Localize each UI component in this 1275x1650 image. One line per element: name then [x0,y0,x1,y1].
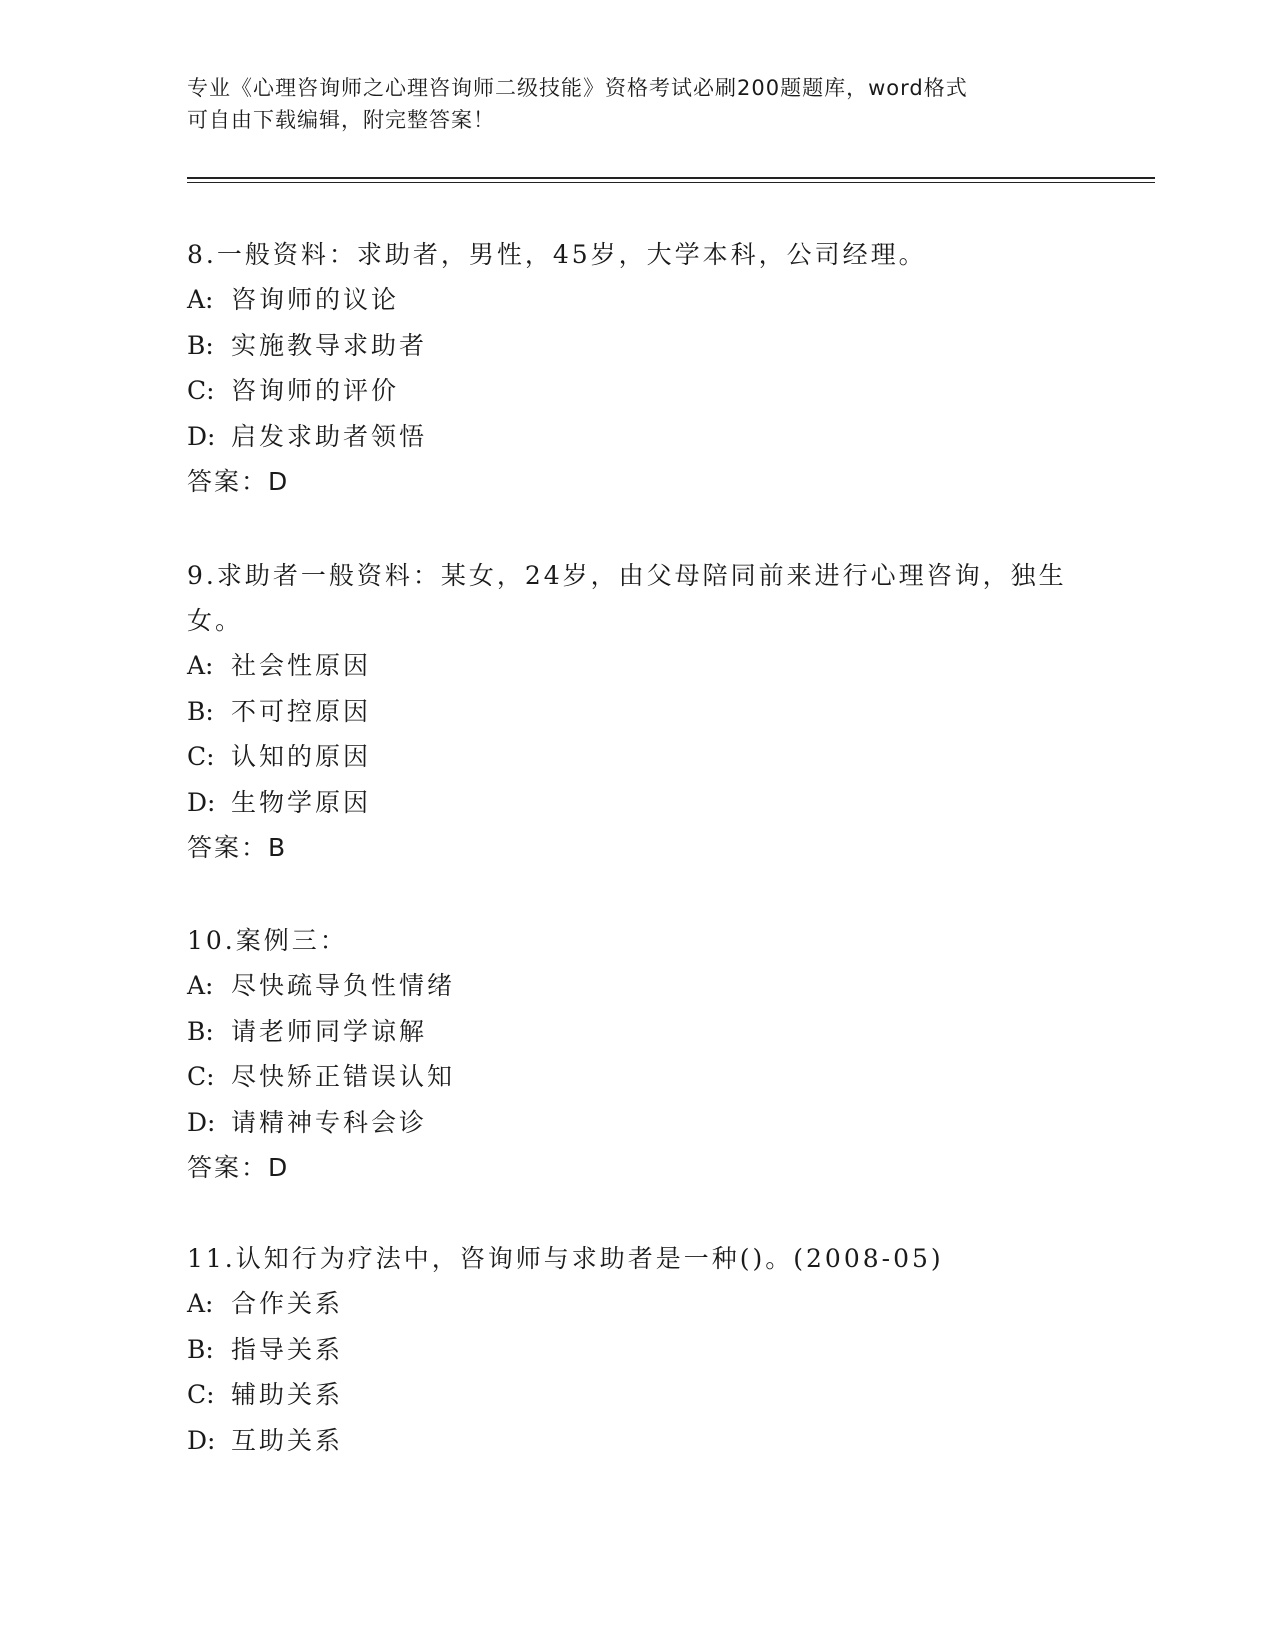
question-stem: 10.案例三： [187,926,348,955]
option-d [187,780,1087,826]
option-key: B: [187,1334,214,1364]
header-line-2: 可自由下载编辑，附完整答案！ [187,108,495,132]
option-c [187,1054,1087,1100]
option-key: B: [187,696,214,726]
option-b [187,1009,1087,1055]
option-text: 请精神专科会诊 [231,1107,428,1137]
option-b [187,1327,1087,1373]
option-text: 实施教导求助者 [231,330,428,360]
option-text: 不可控原因 [231,696,372,726]
option-text: 社会性原因 [231,651,372,680]
option-b [187,689,1087,735]
option-key: A: [187,971,214,1000]
option-text: 请老师同学谅解 [231,1016,428,1046]
option-d [187,414,1087,460]
answer-line: 答案：D [187,467,290,496]
option-key: C: [187,1380,215,1409]
option-text: 生物学原因 [231,787,372,817]
option-a [187,1281,1087,1327]
option-d [187,1100,1087,1146]
question-stem: 9.求助者一般资料：某女，24岁，由父母陪同前来进行心理咨询，独生女。 [187,561,1067,635]
question-stem: 8.一般资料：求助者，男性，45岁，大学本科，公司经理。 [187,240,927,269]
option-text: 尽快疏导负性情绪 [231,971,456,1000]
option-a [187,643,1087,689]
option-key: A: [187,651,214,680]
header-rule-thin [187,182,1155,183]
document-header [187,72,1067,136]
option-text: 尽快矫正错误认知 [231,1062,456,1091]
option-a [187,277,1087,323]
question-8 [187,232,1087,504]
option-text: 指导关系 [231,1334,344,1364]
option-key: C: [187,376,215,405]
option-b [187,323,1087,369]
option-text: 认知的原因 [231,742,372,771]
option-key: B: [187,330,214,360]
option-text: 咨询师的议论 [231,285,400,314]
option-key: A: [187,1289,214,1318]
question-9 [187,553,1087,870]
option-d [187,1418,1087,1464]
option-text: 辅助关系 [231,1380,344,1409]
option-c [187,1372,1087,1418]
option-key: D: [187,1425,216,1455]
option-text: 互助关系 [231,1425,344,1455]
option-text: 启发求助者领悟 [231,421,428,451]
option-a [187,963,1087,1009]
option-text: 咨询师的评价 [231,376,400,405]
option-c [187,734,1087,780]
question-10 [187,918,1087,1190]
option-key: A: [187,285,214,314]
answer-line: 答案：D [187,1153,290,1182]
option-key: D: [187,787,216,817]
option-key: D: [187,421,216,451]
option-key: D: [187,1107,216,1137]
option-key: C: [187,742,215,771]
option-c [187,368,1087,414]
header-rule-thick [187,177,1155,179]
header-line-1: 专业《心理咨询师之心理咨询师二级技能》资格考试必刷200题题库，word格式 [187,76,968,100]
question-11 [187,1236,1087,1463]
option-text: 合作关系 [231,1289,344,1318]
answer-line: 答案：B [187,833,288,862]
question-stem: 11.认知行为疗法中，咨询师与求助者是一种()。(2008-05) [187,1244,944,1273]
option-key: C: [187,1062,215,1091]
option-key: B: [187,1016,214,1046]
